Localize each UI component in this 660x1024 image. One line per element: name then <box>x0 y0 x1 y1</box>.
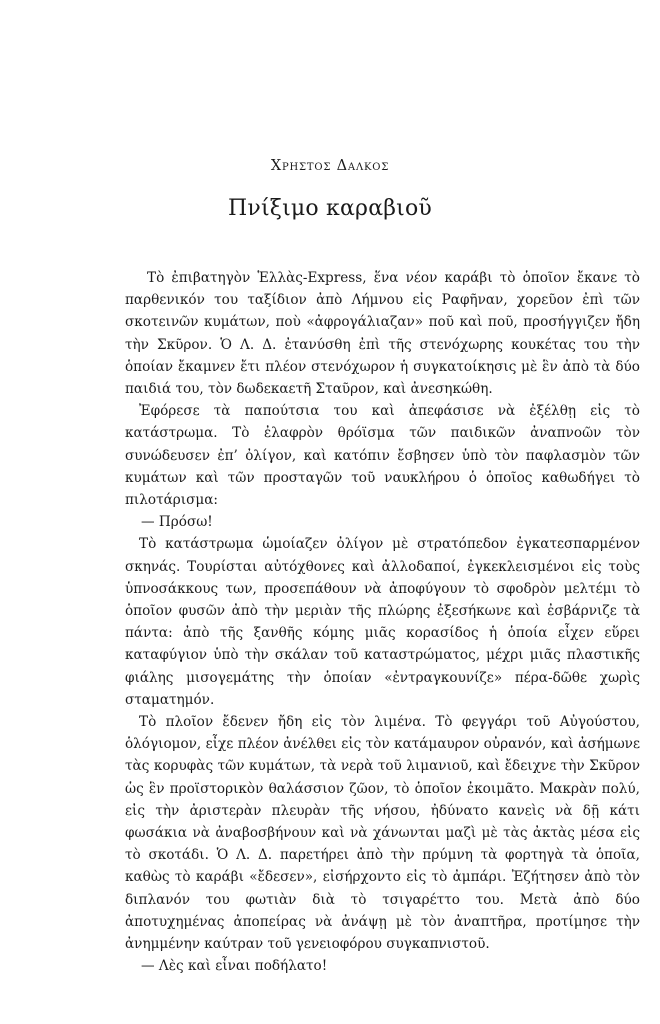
story-body <box>125 267 640 978</box>
story-title: Πνίξιμο καραβιοῦ <box>227 196 433 221</box>
paragraph: Τὸ ἐπιβατηγὸν Ἑλλὰς-Express, ἕνα νέον καράβι τὸ ὁποῖον ἔκανε τὸ παρθενικόν του ταξίδιον ἀπὸ Λήμνου εἰς Ραφῆναν, χορεῦον ἐπὶ τῶν σκοτεινῶν κυμάτων, ποὺ «ἀφρογάλιαζαν» ποῦ καὶ ποῦ, προσήγγιζεν ἤδη τὴν Σκῦρον. Ὁ Λ. Δ. ἐτανύσθη ἐπὶ τῆς στενόχωρης κουκέτας του τὴν ὁποίαν ἔκαμνεν ἔτι πλέον στενόχωρον ἡ συγκατοίκησις μὲ ἓν ἀπὸ τὰ δύο παιδιά του, τὸν δωδεκαετῆ Σταῦρον, καὶ ἀνεσηκώθη. <box>125 270 640 398</box>
author-name: Χρηστος Δαλκος <box>270 158 390 174</box>
paragraph: Τὸ πλοῖον ἔδενεν ἤδη εἰς τὸν λιμένα. Τὸ φεγγάρι τοῦ Αὐγούστου, ὁλόγιομον, εἶχε πλέον ἀνέλθει εἰς τὸν κατάμαυρον οὐρανόν, καὶ ἀσήμωνε τὰς κορυφὰς τῶν κυμάτων, τὰ νερὰ τοῦ λιμανιοῦ, καὶ ἔδειχνε τὴν Σκῦρον ὡς ἓν προϊστορικὸν θαλάσσιον ζῶον, τὸ ὁποῖον ἐκοιμᾶτο. Μακρὰν πολύ, εἰς τὴν ἀριστερὰν πλευρὰν τῆς νήσου, ἠδύνατο κανεὶς νὰ δῇ κάτι φωσάκια νὰ ἀναβοσβήνουν καὶ νὰ χάνωνται μαζὶ μὲ τὰς ἀκτὰς μέσα εἰς τὸ σκοτάδι. Ὁ Λ. Δ. παρετήρει ἀπὸ τὴν πρύμνη τὰ φορτηγὰ τὰ ὁποῖα, καθὼς τὸ καράβι «ἔδεσεν», εἰσήρχοντο εἰς τὸ ἀμπάρι. Ἐζήτησεν ἀπὸ τὸν διπλανόν του φωτιὰν διὰ τὸ τσιγαρέττο του. Μετὰ ἀπὸ δύο ἀποτυχημένας ἀποπείρας νὰ ἀνάψῃ μὲ τὸν ἀναπτῆρα, προτίμησε τὴν ἀνημμένην καύτραν τοῦ γενειοφόρου συγκαπνιστοῦ. <box>125 714 640 953</box>
paragraph: Ἐφόρεσε τὰ παπούτσια του καὶ ἀπεφάσισε νὰ ἐξέλθῃ εἰς τὸ κατάστρωμα. Τὸ ἐλαφρὸν θρόϊσμα τῶν παιδικῶν ἀναπνοῶν τὸν συνώδευσεν ἐπ’ ὀλίγον, καὶ κατόπιν ἔσβησεν ὑπὸ τὸν παφλασμὸν τῶν κυμάτων καὶ τῶν προσταγῶν τοῦ ναυκλήρου ὁ ὁποῖος καθωδήγει τὸ πιλοτάρισμα: <box>125 403 640 509</box>
dialogue-line: — Λὲς καὶ εἶναι ποδήλατο! <box>141 958 328 975</box>
paragraph: Τὸ κατάστρωμα ὡμοίαζεν ὀλίγον μὲ στρατόπεδον ἐγκατεσπαρμένον σκηνάς. Τουρίσται αὐτόχθονες καὶ ἀλλοδαποί, ἐγκεκλεισμένοι εἰς τοὺς ὑπνοσάκκους των, προσεπάθουν νὰ ἀποφύγουν τὸ σφοδρὸν μελτέμι τὸ ὁποῖον φυσῶν ἀπὸ τὴν μεριὰν τῆς πλώρης ἐξεσήκωνε καὶ ἐσβάρνιζε τὰ πάντα: ἀπὸ τῆς ξανθῆς κόμης μιᾶς κορασίδος ἡ ὁποία εἶχεν εὕρει καταφύγιον ὑπὸ τὴν σκάλαν τοῦ καταστρώματος, μέχρι μιᾶς πλαστικῆς φιάλης μισογεμάτης τὴν ὁποίαν «ἐντραγκουνίζε» πέρα-δῶθε χωρὶς σταματημόν. <box>125 536 640 708</box>
dialogue-line: — Πρόσω! <box>141 514 213 531</box>
